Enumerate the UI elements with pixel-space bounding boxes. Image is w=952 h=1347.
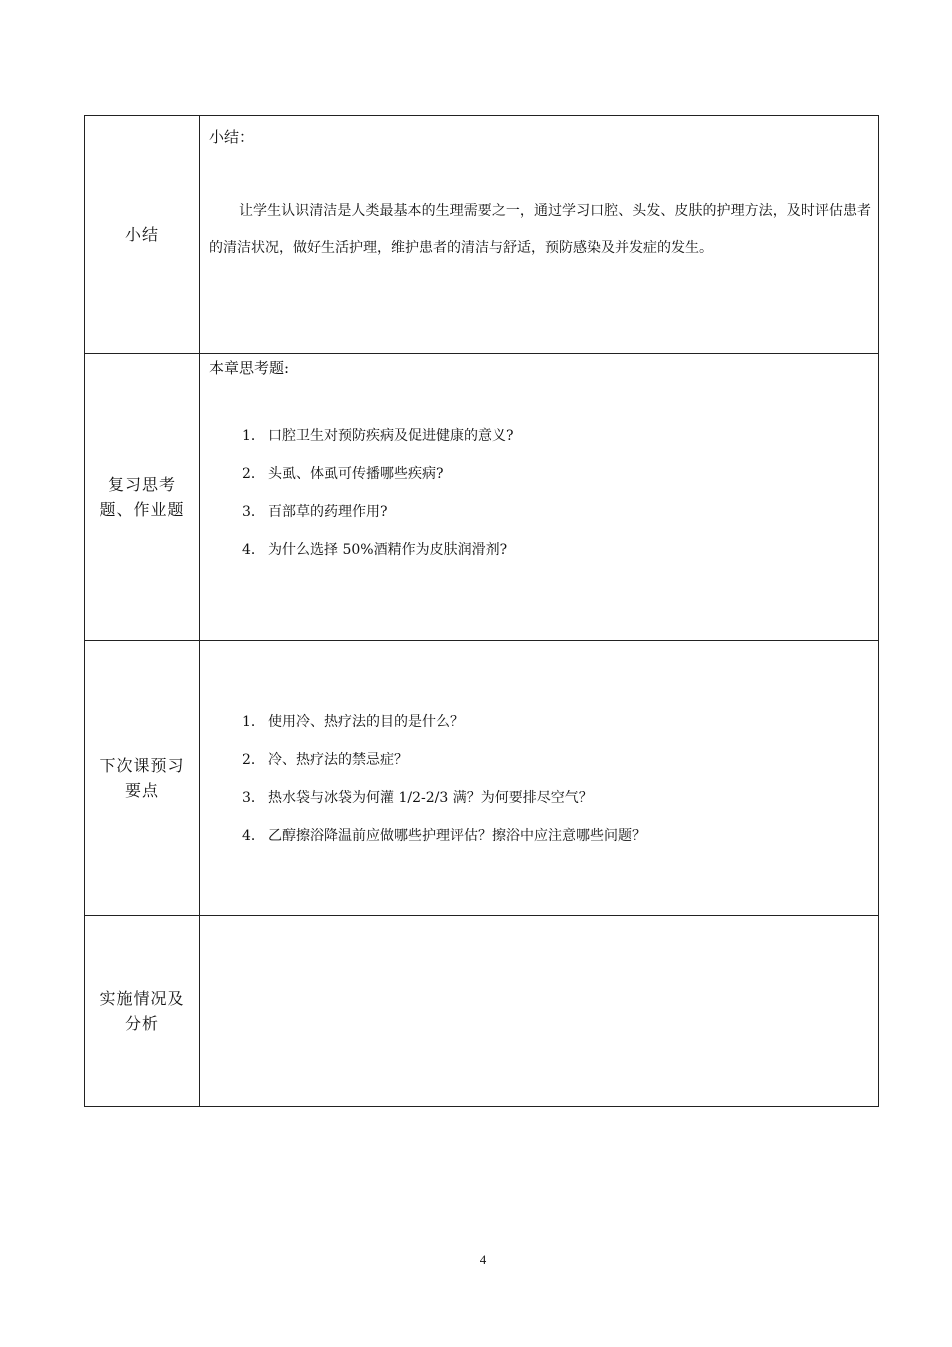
row-label-review — [85, 354, 200, 641]
question-list — [242, 426, 868, 578]
item-text: 使用冷、热疗法的目的是什么？ — [268, 714, 464, 730]
section-title: 本章思考题: — [209, 359, 290, 377]
item-number: 3． — [242, 504, 265, 520]
item-number: 1． — [242, 428, 265, 444]
row-label-text: 实施情况及分析 — [99, 989, 185, 1033]
item-text: 为什么选择 50%酒精作为皮肤润滑剂? — [268, 542, 508, 558]
lesson-plan-table — [84, 115, 879, 1107]
row-label-preview — [85, 641, 200, 916]
item-number: 1． — [242, 714, 265, 730]
implementation-analysis-row — [85, 916, 879, 1107]
item-text: 口腔卫生对预防疾病及促进健康的意义? — [268, 428, 514, 444]
list-item — [242, 750, 868, 788]
item-text: 头虱、体虱可传播哪些疾病? — [268, 466, 444, 482]
item-number: 2． — [242, 466, 265, 482]
summary-row — [85, 116, 879, 354]
question-list — [242, 712, 868, 864]
item-text: 百部草的药理作用? — [268, 504, 388, 520]
row-label-summary — [85, 116, 200, 354]
list-item — [242, 502, 868, 540]
review-questions-row — [85, 354, 879, 641]
preview-points-row — [85, 641, 879, 916]
summary-paragraph: 让学生认识清洁是人类最基本的生理需要之一，通过学习口腔、头发、皮肤的护理方法，及时评估患者的清洁状况，做好生活护理，维护患者的清洁与舒适，预防感染及并发症的发生。 — [209, 203, 871, 256]
item-number: 3． — [242, 790, 265, 806]
item-text: 乙醇擦浴降温前应做哪些护理评估？擦浴中应注意哪些问题？ — [268, 828, 646, 844]
item-text: 冷、热疗法的禁忌症？ — [268, 752, 408, 768]
implementation-content — [200, 916, 879, 1107]
item-number: 4． — [242, 542, 265, 558]
page-number: 4 — [479, 1252, 487, 1267]
preview-content — [200, 641, 879, 916]
list-item — [242, 712, 868, 750]
list-item — [242, 426, 868, 464]
summary-content — [200, 116, 879, 354]
list-item — [242, 788, 868, 826]
row-label-text: 小结 — [124, 225, 159, 244]
item-text: 热水袋与冰袋为何灌 1/2-2/3 满？为何要排尽空气？ — [268, 790, 593, 806]
item-number: 2． — [242, 752, 265, 768]
review-content — [200, 354, 879, 641]
row-label-text: 下次课预习要点 — [99, 756, 185, 800]
item-number: 4． — [242, 828, 265, 844]
list-item — [242, 464, 868, 502]
list-item — [242, 540, 868, 578]
section-title: 小结： — [209, 128, 255, 146]
row-label-implementation — [85, 916, 200, 1107]
list-item — [242, 826, 868, 864]
row-label-text: 复习思考题、作业题 — [99, 475, 185, 519]
